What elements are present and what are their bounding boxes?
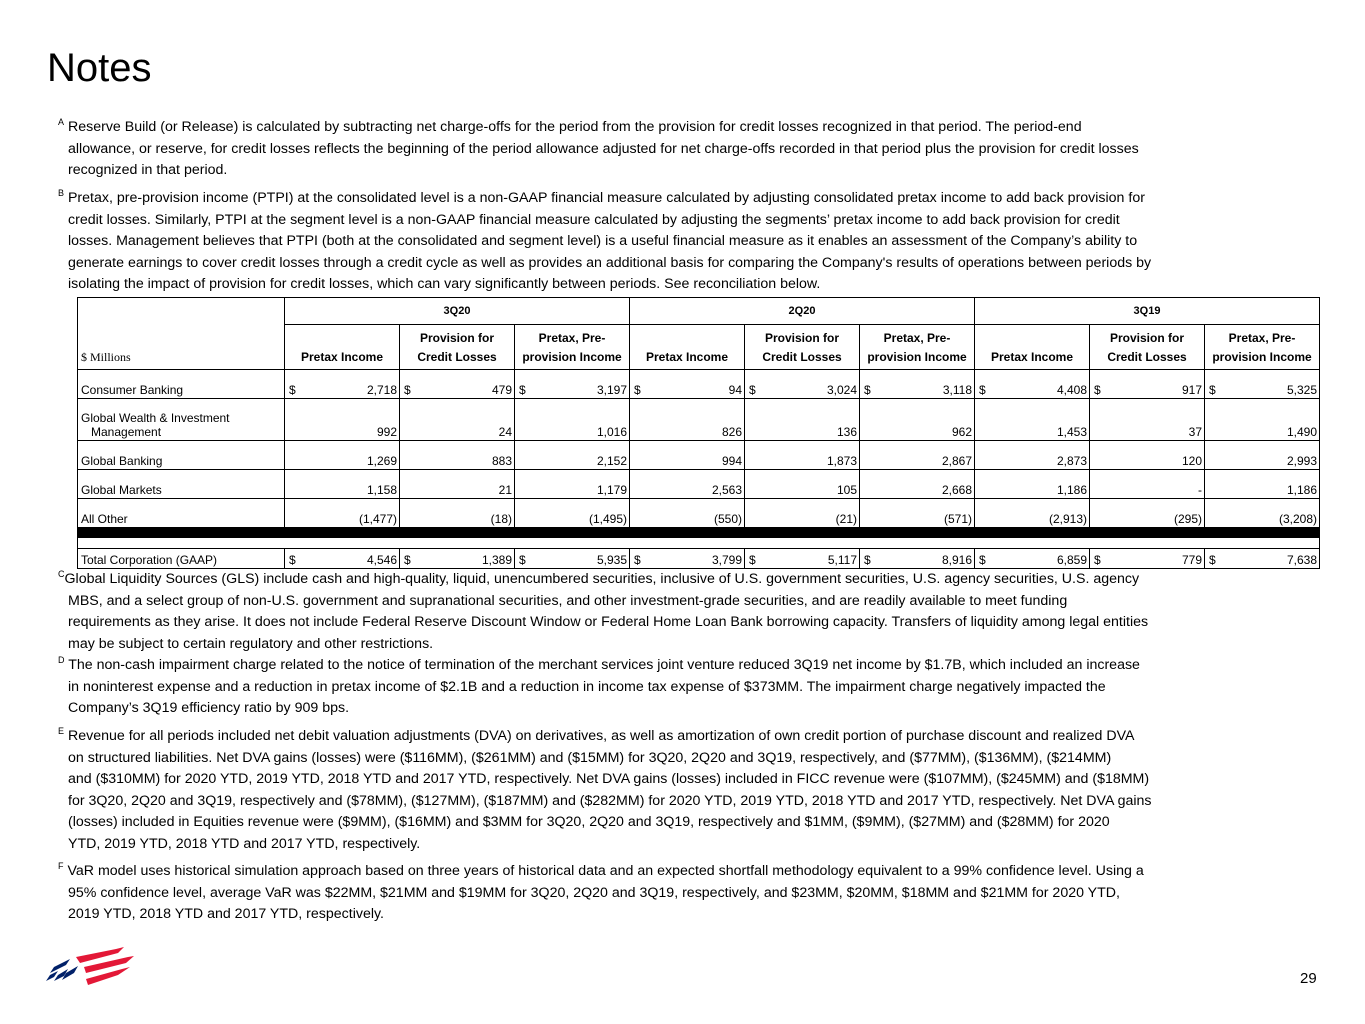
column-header: Pretax Income bbox=[975, 325, 1090, 370]
column-header: Pretax, Pre- provision Income bbox=[1205, 325, 1320, 370]
period-header: 3Q19 bbox=[975, 298, 1320, 325]
page-title: Notes bbox=[47, 46, 152, 90]
table-cell: $ 2,718 bbox=[285, 370, 400, 399]
table-cell: 962 bbox=[860, 399, 975, 441]
table-cell: 136 bbox=[745, 399, 860, 441]
row-label: Global Banking bbox=[78, 441, 285, 470]
ptpi-reconciliation-table bbox=[77, 297, 1320, 569]
table-cell: (295) bbox=[1090, 499, 1205, 528]
note-d bbox=[58, 655, 1327, 720]
bank-of-america-flag-logo bbox=[46, 945, 136, 993]
column-header: Pretax, Pre- provision Income bbox=[515, 325, 630, 370]
note-marker: F bbox=[58, 861, 64, 871]
note-marker: C bbox=[58, 569, 65, 579]
note-b bbox=[58, 188, 1327, 296]
row-label: Global Wealth & Investment Management bbox=[78, 399, 285, 441]
note-line: generate earnings to cover credit losses through a credit cycle as well as provides an additional basis for comparing the Company's results of operations between periods by bbox=[68, 254, 1152, 271]
note-line: in noninterest expense and a reduction in pretax income of $2.1B and a reduction in income tax expense of $373MM. The impairment charge negatively impacted the bbox=[68, 678, 1106, 695]
note-c bbox=[58, 569, 1327, 655]
table-cell: 21 bbox=[400, 470, 515, 499]
row-label: All Other bbox=[78, 499, 285, 528]
table-cell: 1,490 bbox=[1205, 399, 1320, 441]
note-line: The non-cash impairment charge related to the notice of termination of the merchant services joint venture reduced 3Q19 net income by $1.7B, which included an increase bbox=[68, 657, 1140, 673]
row-label: Global Markets bbox=[78, 470, 285, 499]
period-header-row bbox=[78, 298, 1320, 325]
table-cell: $ 4,408 bbox=[975, 370, 1090, 399]
table-cell: 1,453 bbox=[975, 399, 1090, 441]
table-spacer bbox=[78, 538, 1320, 549]
table-cell: $ 3,197 bbox=[515, 370, 630, 399]
table-cell: 2,152 bbox=[515, 441, 630, 470]
page-number: 29 bbox=[1300, 970, 1317, 987]
table-cell: (2,913) bbox=[975, 499, 1090, 528]
table-cell: 2,563 bbox=[630, 470, 745, 499]
table-cell: 994 bbox=[630, 441, 745, 470]
table-cell: $ 8,916 bbox=[860, 549, 975, 569]
table-cell: $ 3,024 bbox=[745, 370, 860, 399]
table-cell: $ 5,935 bbox=[515, 549, 630, 569]
column-header: Pretax Income bbox=[285, 325, 400, 370]
note-line: and ($310MM) for 2020 YTD, 2019 YTD, 2018 YTD and 2017 YTD, respectively. Net DVA gains (losses) included in FICC revenue were ($107MM), ($245MM) and ($18MM) bbox=[68, 771, 1150, 788]
table-divider bbox=[78, 528, 1320, 538]
note-marker: B bbox=[58, 188, 65, 198]
note-line: Pretax, pre-provision income (PTPI) at the consolidated level is a non-GAAP financial measure calculated by adjusting consolidated pretax income to add back provision for bbox=[67, 190, 1145, 206]
table-cell: 120 bbox=[1090, 441, 1205, 470]
table-cell: 1,016 bbox=[515, 399, 630, 441]
table-row bbox=[78, 441, 1320, 470]
note-marker: E bbox=[58, 726, 65, 736]
table-cell: $ 94 bbox=[630, 370, 745, 399]
table-cell: $ 5,117 bbox=[745, 549, 860, 569]
note-line: 95% confidence level, average VaR was $22MM, $21MM and $19MM for 3Q20, 2Q20 and 3Q19, respectively, and $23MM, $20MM, $18MM and $21MM for 2020 YTD, bbox=[68, 884, 1120, 901]
table-cell: $ 5,325 bbox=[1205, 370, 1320, 399]
note-line: Global Liquidity Sources (GLS) include cash and high-quality, liquid, unencumbered securities, inclusive of U.S. government securities, U.S. agency securities, U.S. agency bbox=[64, 571, 1140, 587]
period-header: 2Q20 bbox=[630, 298, 975, 325]
table-row bbox=[78, 370, 1320, 399]
note-line: requirements as they arise. It does not include Federal Reserve Discount Window or Federal Home Loan Bank borrowing capacity. Transfers of liquidity among legal entities bbox=[68, 614, 1149, 631]
note-line: losses. Management believes that PTPI (both at the consolidated and segment level) is a useful financial measure as it enables an assessment of the Company’s ability to bbox=[68, 233, 1138, 250]
table-cell: $ 3,118 bbox=[860, 370, 975, 399]
column-header: Provision for Credit Losses bbox=[745, 325, 860, 370]
note-marker: A bbox=[58, 117, 65, 127]
table-cell: $ 779 bbox=[1090, 549, 1205, 569]
table-cell: 2,993 bbox=[1205, 441, 1320, 470]
note-line: may be subject to certain regulatory and other restrictions. bbox=[68, 635, 434, 652]
table-cell: 992 bbox=[285, 399, 400, 441]
note-line: Reserve Build (or Release) is calculated by subtracting net charge-offs for the period from the provision for credit losses recognized in that period. The period-end bbox=[67, 119, 1082, 135]
note-line: Company’s 3Q19 efficiency ratio by 909 bps. bbox=[68, 700, 350, 717]
note-line: for 3Q20, 2Q20 and 3Q19, respectively and ($78MM), ($127MM), ($187MM) and ($282MM) for 2020 YTD, 2019 YTD, 2018 YTD and 2017 YTD, respectively. Net DVA gains bbox=[68, 792, 1152, 809]
note-a bbox=[58, 117, 1327, 182]
table-cell: $ 6,859 bbox=[975, 549, 1090, 569]
flag-stripes-red bbox=[76, 947, 134, 985]
table-cell: 826 bbox=[630, 399, 745, 441]
table-cell: 2,873 bbox=[975, 441, 1090, 470]
table-row bbox=[78, 470, 1320, 499]
table-cell: 2,668 bbox=[860, 470, 975, 499]
table-cell: (18) bbox=[400, 499, 515, 528]
table-cell: 1,158 bbox=[285, 470, 400, 499]
table-cell: $ 1,389 bbox=[400, 549, 515, 569]
table-corner bbox=[78, 298, 285, 325]
table-cell: (1,495) bbox=[515, 499, 630, 528]
unit-label: $ Millions bbox=[78, 325, 285, 370]
table-cell: 1,269 bbox=[285, 441, 400, 470]
table-cell: 37 bbox=[1090, 399, 1205, 441]
row-label: Consumer Banking bbox=[78, 370, 285, 399]
note-line: MBS, and a select group of non-U.S. government and supranational securities, and other investment-grade securities, and are readily available to meet funding bbox=[68, 592, 1068, 609]
column-header: Pretax, Pre- provision Income bbox=[860, 325, 975, 370]
table-cell: - bbox=[1090, 470, 1205, 499]
table-cell: $ 917 bbox=[1090, 370, 1205, 399]
table-cell: 1,179 bbox=[515, 470, 630, 499]
note-f bbox=[58, 861, 1327, 926]
note-marker: D bbox=[58, 655, 65, 665]
note-line: Revenue for all periods included net debit valuation adjustments (DVA) on derivatives, as well as amortization of own credit portion of purchase discount and realized DVA bbox=[67, 728, 1135, 744]
note-line: YTD, 2019 YTD, 2018 YTD and 2017 YTD, respectively. bbox=[68, 835, 421, 852]
period-header: 3Q20 bbox=[285, 298, 630, 325]
table-cell: 883 bbox=[400, 441, 515, 470]
table-cell: 1,873 bbox=[745, 441, 860, 470]
table-cell: (1,477) bbox=[285, 499, 400, 528]
note-line: VaR model uses historical simulation approach based on three years of historical data and an expected shortfall methodology equivalent to a 99% confidence level. Using a bbox=[67, 863, 1144, 879]
note-line: 2019 YTD, 2018 YTD and 2017 YTD, respectively. bbox=[68, 906, 384, 923]
table-cell: $ 7,638 bbox=[1205, 549, 1320, 569]
table-cell: (3,208) bbox=[1205, 499, 1320, 528]
table-cell: $ 479 bbox=[400, 370, 515, 399]
column-header-row bbox=[78, 325, 1320, 370]
flag-stripes-blue bbox=[46, 959, 78, 981]
note-line: on structured liabilities. Net DVA gains (losses) were ($116MM), ($261MM) and ($15MM) for 3Q20, 2Q20 and 3Q19, respectively, and ($77MM), ($136MM), ($214MM) bbox=[68, 749, 1112, 766]
column-header: Provision for Credit Losses bbox=[1090, 325, 1205, 370]
note-e bbox=[58, 726, 1327, 856]
note-line: credit losses. Similarly, PTPI at the segment level is a non-GAAP financial measure calculated by adjusting the segments’ pretax income to add back provision for credit bbox=[68, 211, 1120, 228]
table-cell: (550) bbox=[630, 499, 745, 528]
column-header: Provision for Credit Losses bbox=[400, 325, 515, 370]
note-line: allowance, or reserve, for credit losses reflects the beginning of the period allowance adjusted for net charge-offs recorded in that period plus the provision for credit losses bbox=[68, 140, 1139, 157]
table-cell: $ 3,799 bbox=[630, 549, 745, 569]
table-cell: (21) bbox=[745, 499, 860, 528]
note-line: recognized in that period. bbox=[68, 162, 228, 179]
table-cell: $ 4,546 bbox=[285, 549, 400, 569]
column-header: Pretax Income bbox=[630, 325, 745, 370]
table-cell: (571) bbox=[860, 499, 975, 528]
table-total-row bbox=[78, 549, 1320, 569]
table-cell: 2,867 bbox=[860, 441, 975, 470]
note-line: (losses) included in Equities revenue were ($9MM), ($16MM) and $3MM for 3Q20, 2Q20 and 3Q19, respectively and $1MM, ($9MM), ($27MM) and ($28MM) for 2020 bbox=[68, 814, 1110, 831]
table-row bbox=[78, 399, 1320, 441]
table-cell: 1,186 bbox=[1205, 470, 1320, 499]
table-cell: 1,186 bbox=[975, 470, 1090, 499]
table-cell: 24 bbox=[400, 399, 515, 441]
table-cell: 105 bbox=[745, 470, 860, 499]
row-label: Total Corporation (GAAP) bbox=[78, 549, 285, 569]
note-line: isolating the impact of provision for credit losses, which can vary significantly between periods. See reconciliation below. bbox=[68, 276, 821, 293]
table-row bbox=[78, 499, 1320, 528]
